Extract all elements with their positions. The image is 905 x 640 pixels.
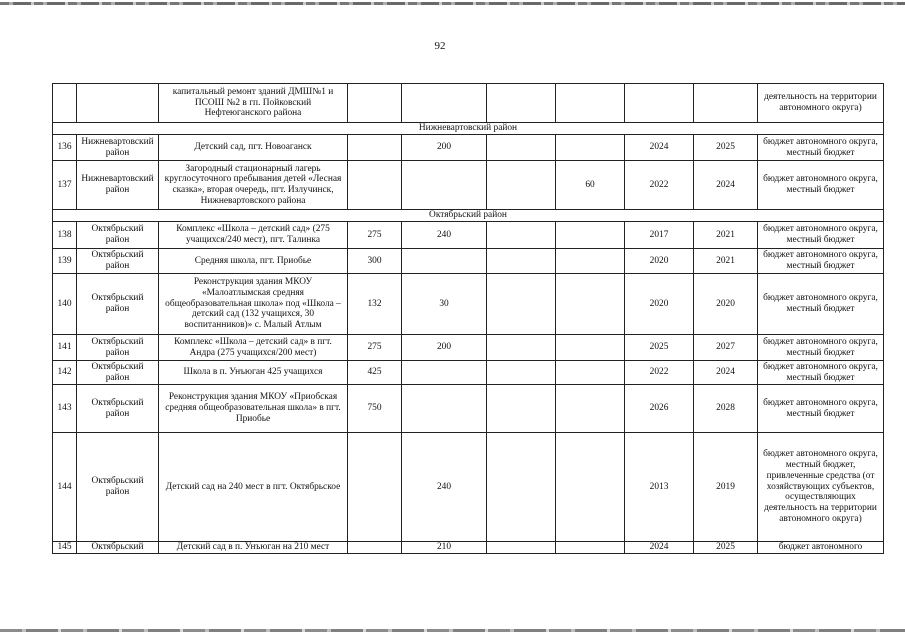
cell-start-year: 2020 (625, 249, 694, 274)
cell-capacity-3 (487, 385, 556, 433)
table-row (53, 385, 884, 433)
cell-num (53, 84, 77, 123)
cell-capacity-2 (402, 385, 487, 433)
cell-capacity-2: 200 (402, 335, 487, 361)
cell-district: Октябрьский район (77, 385, 159, 433)
cell-end-year: 2027 (694, 335, 758, 361)
cell-end-year: 2021 (694, 222, 758, 249)
cell-capacity-4 (556, 542, 625, 554)
cell-district: Нижневартовский район (77, 135, 159, 161)
cell-num: 136 (53, 135, 77, 161)
cell-funding-source: бюджет автономного округа, местный бюджет (758, 249, 884, 274)
cell-district: Октябрьский район (77, 249, 159, 274)
cell-end-year: 2025 (694, 135, 758, 161)
cell-capacity-4: 60 (556, 161, 625, 210)
cell-capacity-1: 425 (348, 361, 402, 385)
cell-capacity-2 (402, 249, 487, 274)
cell-capacity-1: 132 (348, 274, 402, 335)
cell-start-year: 2024 (625, 135, 694, 161)
cell-capacity-1: 750 (348, 385, 402, 433)
cell-start-year: 2022 (625, 361, 694, 385)
cell-capacity-2: 30 (402, 274, 487, 335)
cell-start-year: 2022 (625, 161, 694, 210)
cell-capacity-1: 300 (348, 249, 402, 274)
cell-capacity-4 (556, 84, 625, 123)
cell-start-year: 2017 (625, 222, 694, 249)
cell-district (77, 84, 159, 123)
cell-num: 137 (53, 161, 77, 210)
table-row (53, 135, 884, 161)
cell-capacity-3 (487, 433, 556, 542)
cell-district: Октябрьский район (77, 222, 159, 249)
cell-start-year (625, 84, 694, 123)
cell-start-year: 2020 (625, 274, 694, 335)
table-row (53, 161, 884, 210)
cell-funding-source: бюджет автономного округа, местный бюджет (758, 161, 884, 210)
cell-funding-source: бюджет автономного округа, местный бюджет, привлеченные средства (от хозяйствующих субъектов, осуществляющих деятельность на территории автономного округа) (758, 433, 884, 542)
cell-capacity-3 (487, 361, 556, 385)
cell-district: Октябрьский район (77, 335, 159, 361)
cell-num: 145 (53, 542, 77, 554)
cell-start-year: 2013 (625, 433, 694, 542)
cell-capacity-1: 275 (348, 222, 402, 249)
cell-capacity-4 (556, 335, 625, 361)
cell-num: 140 (53, 274, 77, 335)
cell-capacity-3 (487, 135, 556, 161)
cell-capacity-1: 275 (348, 335, 402, 361)
cell-district: Октябрьский (77, 542, 159, 554)
cell-num: 141 (53, 335, 77, 361)
cell-start-year: 2025 (625, 335, 694, 361)
cell-funding-source: бюджет автономного округа, местный бюджет (758, 335, 884, 361)
cell-capacity-2 (402, 84, 487, 123)
cell-end-year: 2021 (694, 249, 758, 274)
section-row-nizhnevartovsky (53, 123, 884, 135)
cell-capacity-3 (487, 84, 556, 123)
cell-num: 142 (53, 361, 77, 385)
table-row (53, 335, 884, 361)
cell-capacity-4 (556, 249, 625, 274)
cell-capacity-1 (348, 135, 402, 161)
projects-table (52, 83, 884, 554)
cell-name: Реконструкция здания МКОУ «Малоатлымская средняя общеобразовательная школа» под «Школа – детский сад (132 учащихся, 30 воспитанников)» с. Малый Атлым (159, 274, 348, 335)
cell-name: Реконструкция здания МКОУ «Приобская средняя общеобразовательная школа» в пгт. Приобье (159, 385, 348, 433)
cell-funding-source: деятельность на территории автономного округа) (758, 84, 884, 123)
cell-capacity-2: 240 (402, 222, 487, 249)
page-number: 92 (434, 40, 446, 52)
cell-capacity-2: 210 (402, 542, 487, 554)
cell-name: Школа в п. Унъюган 425 учащихся (159, 361, 348, 385)
cell-capacity-4 (556, 135, 625, 161)
cell-capacity-2: 200 (402, 135, 487, 161)
cell-funding-source: бюджет автономного округа, местный бюджет (758, 385, 884, 433)
cell-district: Октябрьский район (77, 433, 159, 542)
cell-num: 138 (53, 222, 77, 249)
cell-capacity-2 (402, 161, 487, 210)
section-title: Октябрьский район (53, 210, 884, 222)
cell-num: 139 (53, 249, 77, 274)
cell-name: Комплекс «Школа – детский сад» в пгт. Андра (275 учащихся/200 мест) (159, 335, 348, 361)
cell-end-year: 2025 (694, 542, 758, 554)
cell-capacity-1 (348, 84, 402, 123)
cell-capacity-3 (487, 542, 556, 554)
cell-capacity-1 (348, 433, 402, 542)
cell-funding-source: бюджет автономного округа, местный бюджет (758, 135, 884, 161)
cell-district: Нижневартовский район (77, 161, 159, 210)
cell-capacity-2: 240 (402, 433, 487, 542)
cell-capacity-3 (487, 249, 556, 274)
table-row (53, 249, 884, 274)
cell-capacity-3 (487, 222, 556, 249)
cell-capacity-4 (556, 222, 625, 249)
cell-funding-source: бюджет автономного округа, местный бюджет (758, 274, 884, 335)
cell-funding-source: бюджет автономного округа, местный бюджет (758, 222, 884, 249)
table-row-continued (53, 84, 884, 123)
cell-capacity-4 (556, 385, 625, 433)
cell-name: капитальный ремонт зданий ДМШ№1 и ПСОШ №2 в гп. Пойковский Нефтеюганского района (159, 84, 348, 123)
cell-capacity-4 (556, 433, 625, 542)
table-row (53, 433, 884, 542)
cell-funding-source: бюджет автономного округа, местный бюджет (758, 361, 884, 385)
cell-capacity-3 (487, 161, 556, 210)
scan-edge-top (0, 2, 905, 5)
cell-end-year: 2028 (694, 385, 758, 433)
cell-capacity-1 (348, 542, 402, 554)
cell-num: 143 (53, 385, 77, 433)
cell-start-year: 2026 (625, 385, 694, 433)
cell-district: Октябрьский район (77, 361, 159, 385)
cell-end-year (694, 84, 758, 123)
cell-end-year: 2020 (694, 274, 758, 335)
section-title: Нижневартовский район (53, 123, 884, 135)
cell-capacity-4 (556, 361, 625, 385)
table-row (53, 274, 884, 335)
cell-capacity-3 (487, 335, 556, 361)
section-row-oktyabrsky (53, 210, 884, 222)
cell-capacity-1 (348, 161, 402, 210)
cell-name: Средняя школа, пгт. Приобье (159, 249, 348, 274)
cell-capacity-3 (487, 274, 556, 335)
cell-name: Детский сад в п. Унъюган на 210 мест (159, 542, 348, 554)
table-row (53, 542, 884, 554)
table-row (53, 361, 884, 385)
cell-name: Загородный стационарный лагерь круглосуточного пребывания детей «Лесная сказка», вторая очередь, пгт. Излучинск, Нижневартовского района (159, 161, 348, 210)
table-row (53, 222, 884, 249)
cell-capacity-4 (556, 274, 625, 335)
cell-funding-source: бюджет автономного (758, 542, 884, 554)
cell-name: Детский сад на 240 мест в пгт. Октябрьское (159, 433, 348, 542)
cell-start-year: 2024 (625, 542, 694, 554)
cell-end-year: 2024 (694, 361, 758, 385)
cell-end-year: 2019 (694, 433, 758, 542)
cell-end-year: 2024 (694, 161, 758, 210)
scan-edge-bottom (0, 629, 905, 632)
cell-num: 144 (53, 433, 77, 542)
cell-district: Октябрьский район (77, 274, 159, 335)
cell-name: Детский сад, пгт. Новоаганск (159, 135, 348, 161)
cell-name: Комплекс «Школа – детский сад» (275 учащихся/240 мест), пгт. Талинка (159, 222, 348, 249)
cell-capacity-2 (402, 361, 487, 385)
